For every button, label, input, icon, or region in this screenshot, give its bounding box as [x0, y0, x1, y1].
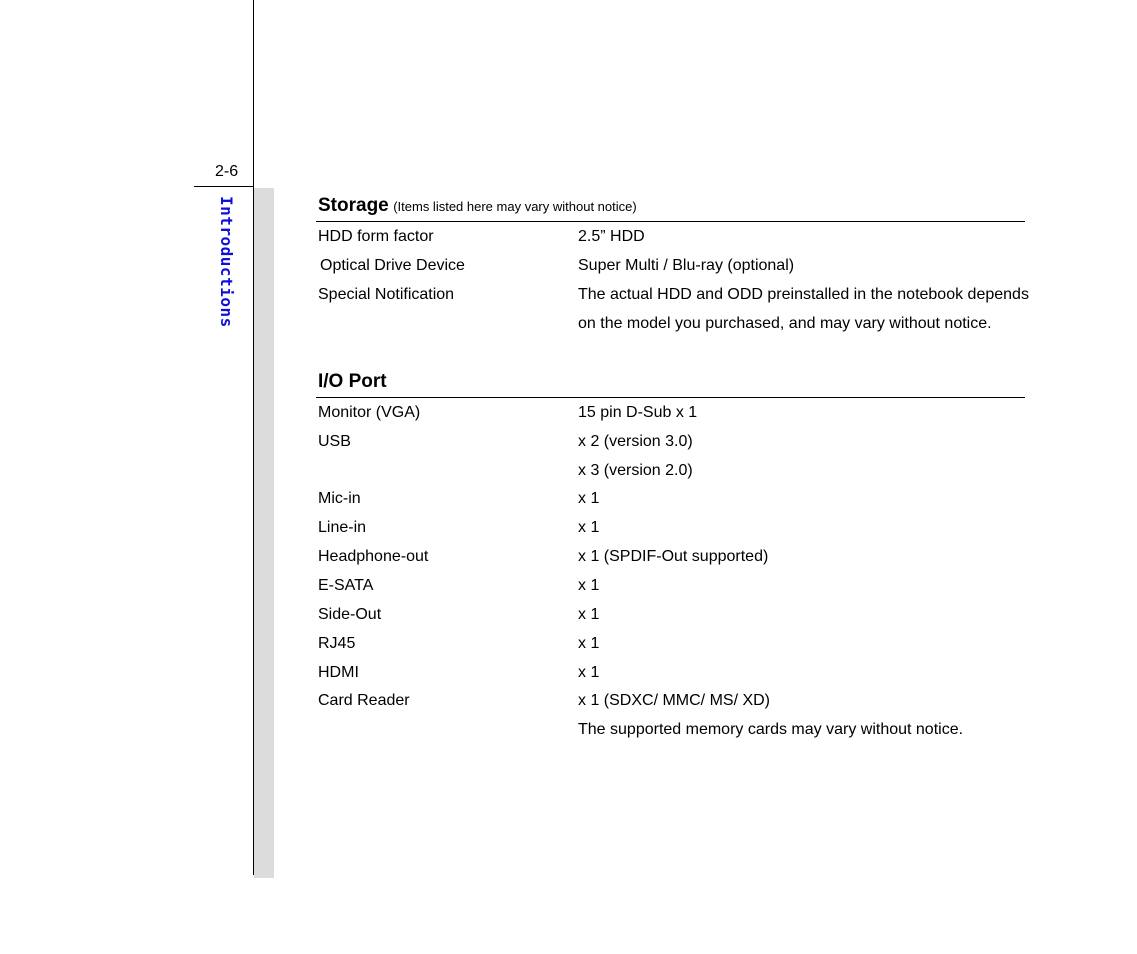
io-row-label: HDMI	[318, 664, 359, 681]
io-row-label: Card Reader	[318, 692, 410, 709]
io-row-value: x 1	[578, 577, 600, 594]
io-row-value: x 1 (SPDIF-Out supported)	[578, 548, 769, 565]
io-row-value: The supported memory cards may vary without notice.	[578, 721, 964, 738]
io-port-rule	[316, 397, 1025, 398]
io-row-label: Headphone-out	[318, 548, 429, 565]
io-row-value: x 3 (version 2.0)	[578, 462, 693, 479]
io-row-value: x 1	[578, 606, 600, 623]
io-row-value: x 1	[578, 490, 600, 507]
io-row-label: USB	[318, 433, 351, 450]
io-row-value: x 1	[578, 664, 600, 681]
storage-row-value: The actual HDD and ODD preinstalled in the notebook depends	[578, 286, 1029, 303]
storage-row-label: Optical Drive Device	[320, 257, 465, 274]
io-row-value: x 2 (version 3.0)	[578, 433, 693, 450]
io-row-label: Line-in	[318, 519, 367, 536]
io-row-label: Side-Out	[318, 606, 382, 623]
io-row-value: x 1	[578, 635, 600, 652]
io-row-value: x 1 (SDXC/ MMC/ MS/ XD)	[578, 692, 771, 709]
io-row-label: E-SATA	[318, 577, 374, 594]
io-row-label: Monitor (VGA)	[318, 404, 421, 421]
storage-row-value: 2.5” HDD	[578, 228, 645, 245]
storage-heading	[318, 195, 637, 217]
storage-rule	[316, 221, 1025, 222]
io-port-title: I/O Port	[318, 371, 387, 392]
side-gray-bar	[254, 188, 274, 878]
io-row-value: x 1	[578, 519, 600, 536]
io-row-label: RJ45	[318, 635, 356, 652]
storage-row-label: HDD form factor	[318, 228, 434, 245]
io-row-value: 15 pin D-Sub x 1	[578, 404, 698, 421]
storage-title: Storage	[318, 195, 389, 216]
io-port-heading	[318, 371, 387, 393]
page-number: 2-6	[215, 163, 239, 180]
io-row-label: Mic-in	[318, 490, 361, 507]
storage-row-value: on the model you purchased, and may vary without notice.	[578, 315, 992, 332]
page-number-rule	[194, 186, 254, 187]
chapter-side-label: Introductions	[217, 196, 236, 328]
storage-row-label: Special Notification	[318, 286, 455, 303]
storage-row-value: Super Multi / Blu-ray (optional)	[578, 257, 795, 274]
storage-note: (Items listed here may vary without notice)	[393, 199, 637, 214]
